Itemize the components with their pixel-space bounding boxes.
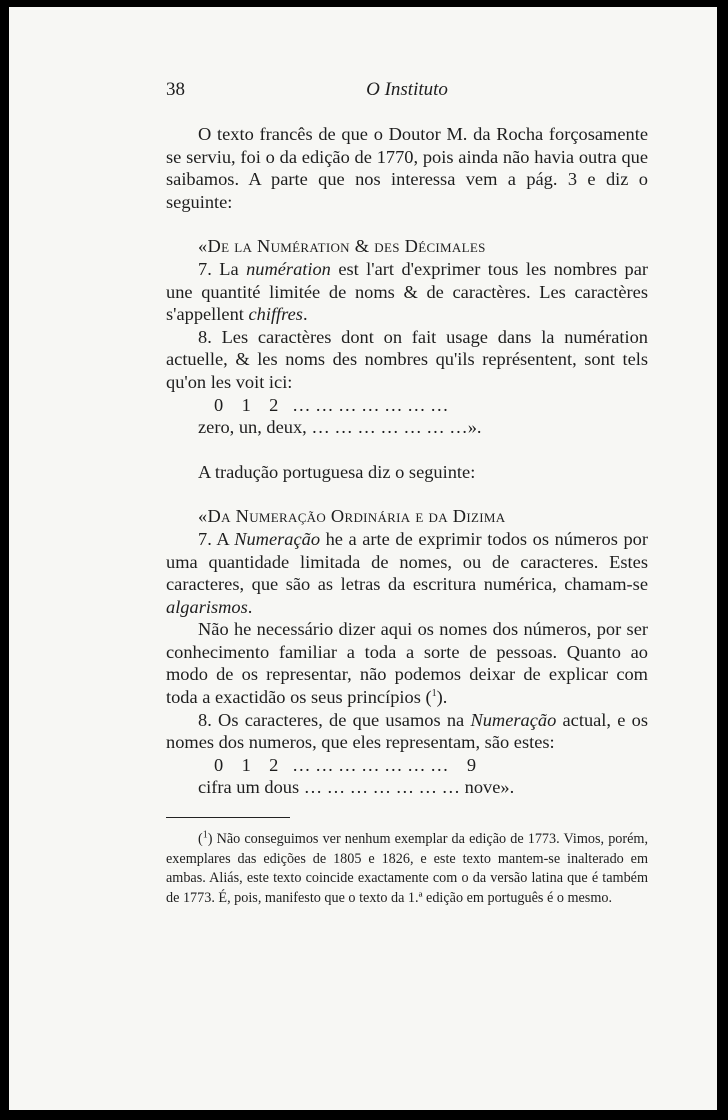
page-content — [166, 79, 648, 908]
running-title: O Instituto — [366, 79, 448, 100]
portuguese-paragraph-nao: Não he necessário dizer aqui os nomes dos números, por ser conhecimento familiar a toda a sorte de pessoas. Quanto ao modo de os representar, não podemos deixar de explicar com toda a exactidão os seus princípios ($^1$). — [166, 619, 648, 708]
translation-intro: A tradução portuguesa diz o seguinte: — [198, 461, 476, 482]
page-number: 38 — [166, 79, 185, 100]
running-head — [166, 79, 648, 107]
portuguese-digits-row: 0 1 2 … … … … … … … 9 — [214, 754, 477, 775]
footnote-reference: 1 — [431, 687, 437, 699]
footnotes — [166, 830, 648, 908]
footnote-divider — [166, 817, 290, 818]
intro-paragraph: O texto francês de que o Doutor M. da Rocha forçosamente se serviu, foi o da edição de 1770, pois ainda não havia outra que saibamos. A parte que nos interessa vem a pág. 3 e diz o seguinte: — [166, 124, 648, 212]
french-digits-row: 0 1 2 … … … … … … … — [214, 394, 449, 415]
french-paragraph-7: 7. La numération est l'art d'exprimer tous les nombres par une quantité limitée de noms & de caractères. Les caractères s'appellent chiffres. — [166, 258, 648, 325]
french-words-row: zero, un, deux, … … … … … … …». — [198, 417, 482, 438]
portuguese-heading: «Da Numeração Ordinária e da Dizima — [198, 506, 506, 527]
portuguese-words-row: cifra um dous … … … … … … … nove». — [198, 777, 515, 798]
footnote-marker: 1 — [202, 829, 208, 841]
portuguese-paragraph-8: 8. Os caracteres, de que usamos na Numeração actual, e os nomes dos numeros, que eles representam, são estes: — [166, 709, 648, 753]
french-heading: «De la Numération & des Décimales — [198, 236, 486, 257]
french-paragraph-8: 8. Les caractères dont on fait usage dans la numération actuelle, & les noms des nombres qu'ils représentent, sont tels qu'on les voit ici: — [166, 326, 648, 392]
portuguese-paragraph-7: 7. A Numeração he a arte de exprimir todos os números por uma quantidade limitada de nomes, ou de caracteres. Estes caracteres, que são as letras da escritura numérica, chamam-se algarismos. — [166, 528, 648, 617]
page-sheet — [9, 7, 717, 1110]
footnote-1: ($^1$) Não conseguimos ver nenhum exemplar da edição de 1773. Vimos, porém, exemplares das edições de 1805 e 1826, e este texto mantem-se inalterado em ambas. Aliás, este texto coincide exactamente com o da versão latina que é também de 1773. É, pois, manifesto que o texto da 1.ª edição em português é o mesmo. — [166, 829, 648, 906]
